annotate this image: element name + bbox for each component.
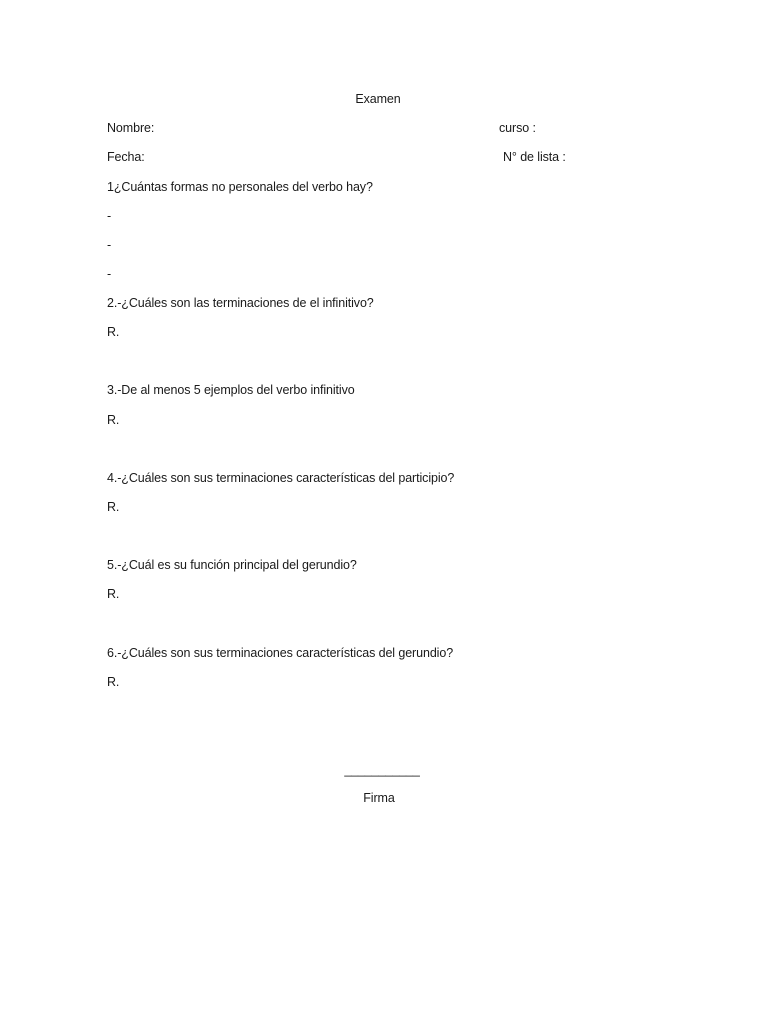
question-4-prompt: 4.-¿Cuáles son sus terminaciones características del participio? bbox=[107, 471, 455, 485]
question-4-answer: R. bbox=[107, 500, 120, 514]
question-6-answer: R. bbox=[107, 675, 120, 689]
curso-label: curso : bbox=[499, 121, 536, 135]
question-2-answer: R. bbox=[107, 325, 120, 339]
lista-label: N° de lista : bbox=[503, 150, 566, 164]
question-5-prompt: 5.-¿Cuál es su función principal del gerundio? bbox=[107, 558, 357, 572]
fecha-label: Fecha: bbox=[107, 150, 145, 164]
nombre-label: Nombre: bbox=[107, 121, 155, 135]
question-3-answer: R. bbox=[107, 413, 120, 427]
exam-title: Examen bbox=[355, 92, 401, 106]
question-6-prompt: 6.-¿Cuáles son sus terminaciones características del gerundio? bbox=[107, 646, 454, 660]
question-1-bullet-2: - bbox=[107, 238, 112, 252]
question-1-bullet-3: - bbox=[107, 267, 112, 281]
signature-line: ___________ bbox=[344, 763, 420, 777]
question-5-answer: R. bbox=[107, 587, 120, 601]
question-1-bullet-1: - bbox=[107, 209, 112, 223]
question-2-prompt: 2.-¿Cuáles son las terminaciones de el infinitivo? bbox=[107, 296, 374, 310]
question-1-prompt: 1¿Cuántas formas no personales del verbo hay? bbox=[107, 180, 373, 194]
question-3-prompt: 3.-De al menos 5 ejemplos del verbo infinitivo bbox=[107, 383, 355, 397]
signature-label: Firma bbox=[363, 791, 395, 805]
